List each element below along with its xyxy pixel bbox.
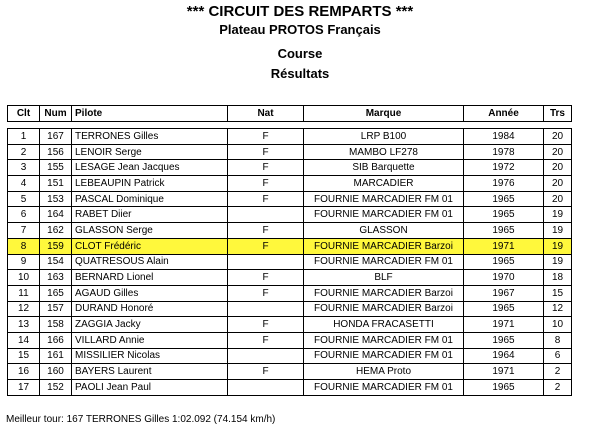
cell-nat: F (228, 285, 304, 301)
cell-nat (228, 348, 304, 364)
table-row (8, 285, 572, 301)
cell-pilote: BAYERS Laurent (72, 364, 228, 380)
table-row (8, 317, 572, 333)
cell-annee: 1965 (464, 301, 544, 317)
cell-marque: MAMBO LF278 (304, 144, 464, 160)
col-annee: Année (464, 106, 544, 122)
cell-num: 152 (40, 380, 72, 396)
col-clt: Clt (8, 106, 40, 122)
cell-marque: FOURNIE MARCADIER Barzoi (304, 301, 464, 317)
cell-num: 156 (40, 144, 72, 160)
cell-annee: 1971 (464, 238, 544, 254)
cell-pilote: DURAND Honoré (72, 301, 228, 317)
cell-annee: 1965 (464, 191, 544, 207)
cell-clt: 10 (8, 270, 40, 286)
table-row (8, 364, 572, 380)
cell-marque: MARCADIER (304, 176, 464, 192)
cell-pilote: QUATRESOUS Alain (72, 254, 228, 270)
cell-nat: F (228, 332, 304, 348)
cell-nat: F (228, 160, 304, 176)
cell-annee: 1970 (464, 270, 544, 286)
table-row (8, 332, 572, 348)
results-table (7, 105, 572, 396)
cell-annee: 1965 (464, 254, 544, 270)
table-row (8, 160, 572, 176)
cell-nat: F (228, 144, 304, 160)
cell-marque: FOURNIE MARCADIER FM 01 (304, 254, 464, 270)
cell-marque: FOURNIE MARCADIER FM 01 (304, 207, 464, 223)
cell-trs: 15 (544, 285, 572, 301)
cell-annee: 1965 (464, 380, 544, 396)
table-row (8, 144, 572, 160)
table-row (8, 380, 572, 396)
table-row (8, 348, 572, 364)
cell-marque: FOURNIE MARCADIER FM 01 (304, 191, 464, 207)
cell-trs: 2 (544, 364, 572, 380)
cell-annee: 1964 (464, 348, 544, 364)
cell-pilote: MISSILIER Nicolas (72, 348, 228, 364)
cell-annee: 1976 (464, 176, 544, 192)
cell-trs: 19 (544, 238, 572, 254)
cell-marque: BLF (304, 270, 464, 286)
cell-nat: F (228, 238, 304, 254)
col-marque: Marque (304, 106, 464, 122)
table-row (8, 238, 572, 254)
cell-pilote: GLASSON Serge (72, 223, 228, 239)
cell-num: 157 (40, 301, 72, 317)
cell-num: 160 (40, 364, 72, 380)
cell-num: 158 (40, 317, 72, 333)
cell-num: 165 (40, 285, 72, 301)
cell-marque: SIB Barquette (304, 160, 464, 176)
cell-clt: 16 (8, 364, 40, 380)
cell-nat (228, 380, 304, 396)
cell-num: 166 (40, 332, 72, 348)
cell-trs: 20 (544, 191, 572, 207)
cell-clt: 5 (8, 191, 40, 207)
cell-marque: LRP B100 (304, 129, 464, 145)
col-num: Num (40, 106, 72, 122)
cell-clt: 17 (8, 380, 40, 396)
cell-trs: 20 (544, 160, 572, 176)
cell-pilote: PASCAL Dominique (72, 191, 228, 207)
session-label: Course (277, 46, 323, 61)
cell-clt: 14 (8, 332, 40, 348)
cell-annee: 1965 (464, 332, 544, 348)
cell-marque: GLASSON (304, 223, 464, 239)
cell-annee: 1971 (464, 317, 544, 333)
cell-marque: FOURNIE MARCADIER Barzoi (304, 238, 464, 254)
cell-clt: 8 (8, 238, 40, 254)
cell-trs: 18 (544, 270, 572, 286)
cell-num: 154 (40, 254, 72, 270)
cell-clt: 3 (8, 160, 40, 176)
cell-annee: 1978 (464, 144, 544, 160)
table-row (8, 176, 572, 192)
cell-pilote: VILLARD Annie (72, 332, 228, 348)
cell-pilote: LESAGE Jean Jacques (72, 160, 228, 176)
cell-marque: FOURNIE MARCADIER FM 01 (304, 332, 464, 348)
col-trs: Trs (544, 106, 572, 122)
table-header-row (8, 106, 572, 122)
cell-num: 155 (40, 160, 72, 176)
cell-marque: FOURNIE MARCADIER FM 01 (304, 380, 464, 396)
cell-trs: 6 (544, 348, 572, 364)
cell-pilote: CLOT Frédéric (72, 238, 228, 254)
cell-clt: 1 (8, 129, 40, 145)
cell-num: 163 (40, 270, 72, 286)
cell-clt: 12 (8, 301, 40, 317)
cell-trs: 12 (544, 301, 572, 317)
table-row (8, 301, 572, 317)
table-row (8, 207, 572, 223)
cell-pilote: PAOLI Jean Paul (72, 380, 228, 396)
cell-nat: F (228, 176, 304, 192)
page-title: *** CIRCUIT DES REMPARTS *** (186, 3, 414, 20)
cell-num: 164 (40, 207, 72, 223)
table-row (8, 223, 572, 239)
cell-num: 162 (40, 223, 72, 239)
cell-pilote: AGAUD Gilles (72, 285, 228, 301)
table-row (8, 254, 572, 270)
cell-clt: 11 (8, 285, 40, 301)
cell-trs: 10 (544, 317, 572, 333)
cell-clt: 4 (8, 176, 40, 192)
cell-trs: 20 (544, 129, 572, 145)
cell-trs: 19 (544, 254, 572, 270)
cell-trs: 19 (544, 223, 572, 239)
table-row (8, 129, 572, 145)
cell-annee: 1965 (464, 223, 544, 239)
cell-annee: 1984 (464, 129, 544, 145)
cell-annee: 1967 (464, 285, 544, 301)
cell-nat (228, 207, 304, 223)
col-pilote: Pilote (72, 106, 228, 122)
cell-nat: F (228, 317, 304, 333)
cell-pilote: LEBEAUPIN Patrick (72, 176, 228, 192)
cell-pilote: ZAGGIA Jacky (72, 317, 228, 333)
cell-annee: 1972 (464, 160, 544, 176)
cell-annee: 1965 (464, 207, 544, 223)
cell-num: 167 (40, 129, 72, 145)
cell-clt: 6 (8, 207, 40, 223)
cell-num: 153 (40, 191, 72, 207)
cell-nat (228, 254, 304, 270)
cell-annee: 1971 (464, 364, 544, 380)
cell-clt: 7 (8, 223, 40, 239)
cell-marque: HONDA FRACASETTI (304, 317, 464, 333)
cell-trs: 2 (544, 380, 572, 396)
cell-num: 161 (40, 348, 72, 364)
cell-trs: 19 (544, 207, 572, 223)
cell-num: 151 (40, 176, 72, 192)
cell-clt: 9 (8, 254, 40, 270)
cell-pilote: LENOIR Serge (72, 144, 228, 160)
cell-num: 159 (40, 238, 72, 254)
cell-trs: 20 (544, 176, 572, 192)
cell-pilote: TERRONES Gilles (72, 129, 228, 145)
results-heading: Résultats (270, 66, 330, 81)
cell-trs: 8 (544, 332, 572, 348)
plateau-subtitle: Plateau PROTOS Français (219, 22, 381, 37)
cell-nat: F (228, 223, 304, 239)
best-lap-footer: Meilleur tour: 167 TERRONES Gilles 1:02.092 (74.154 km/h) (6, 414, 276, 425)
cell-nat (228, 301, 304, 317)
table-row (8, 191, 572, 207)
cell-clt: 13 (8, 317, 40, 333)
cell-marque: HEMA Proto (304, 364, 464, 380)
cell-nat: F (228, 191, 304, 207)
cell-clt: 2 (8, 144, 40, 160)
cell-marque: FOURNIE MARCADIER Barzoi (304, 285, 464, 301)
table-row (8, 270, 572, 286)
cell-pilote: BERNARD Lionel (72, 270, 228, 286)
cell-marque: FOURNIE MARCADIER FM 01 (304, 348, 464, 364)
cell-nat: F (228, 364, 304, 380)
cell-clt: 15 (8, 348, 40, 364)
cell-pilote: RABET Diier (72, 207, 228, 223)
cell-trs: 20 (544, 144, 572, 160)
cell-nat: F (228, 270, 304, 286)
cell-nat: F (228, 129, 304, 145)
col-nat: Nat (228, 106, 304, 122)
